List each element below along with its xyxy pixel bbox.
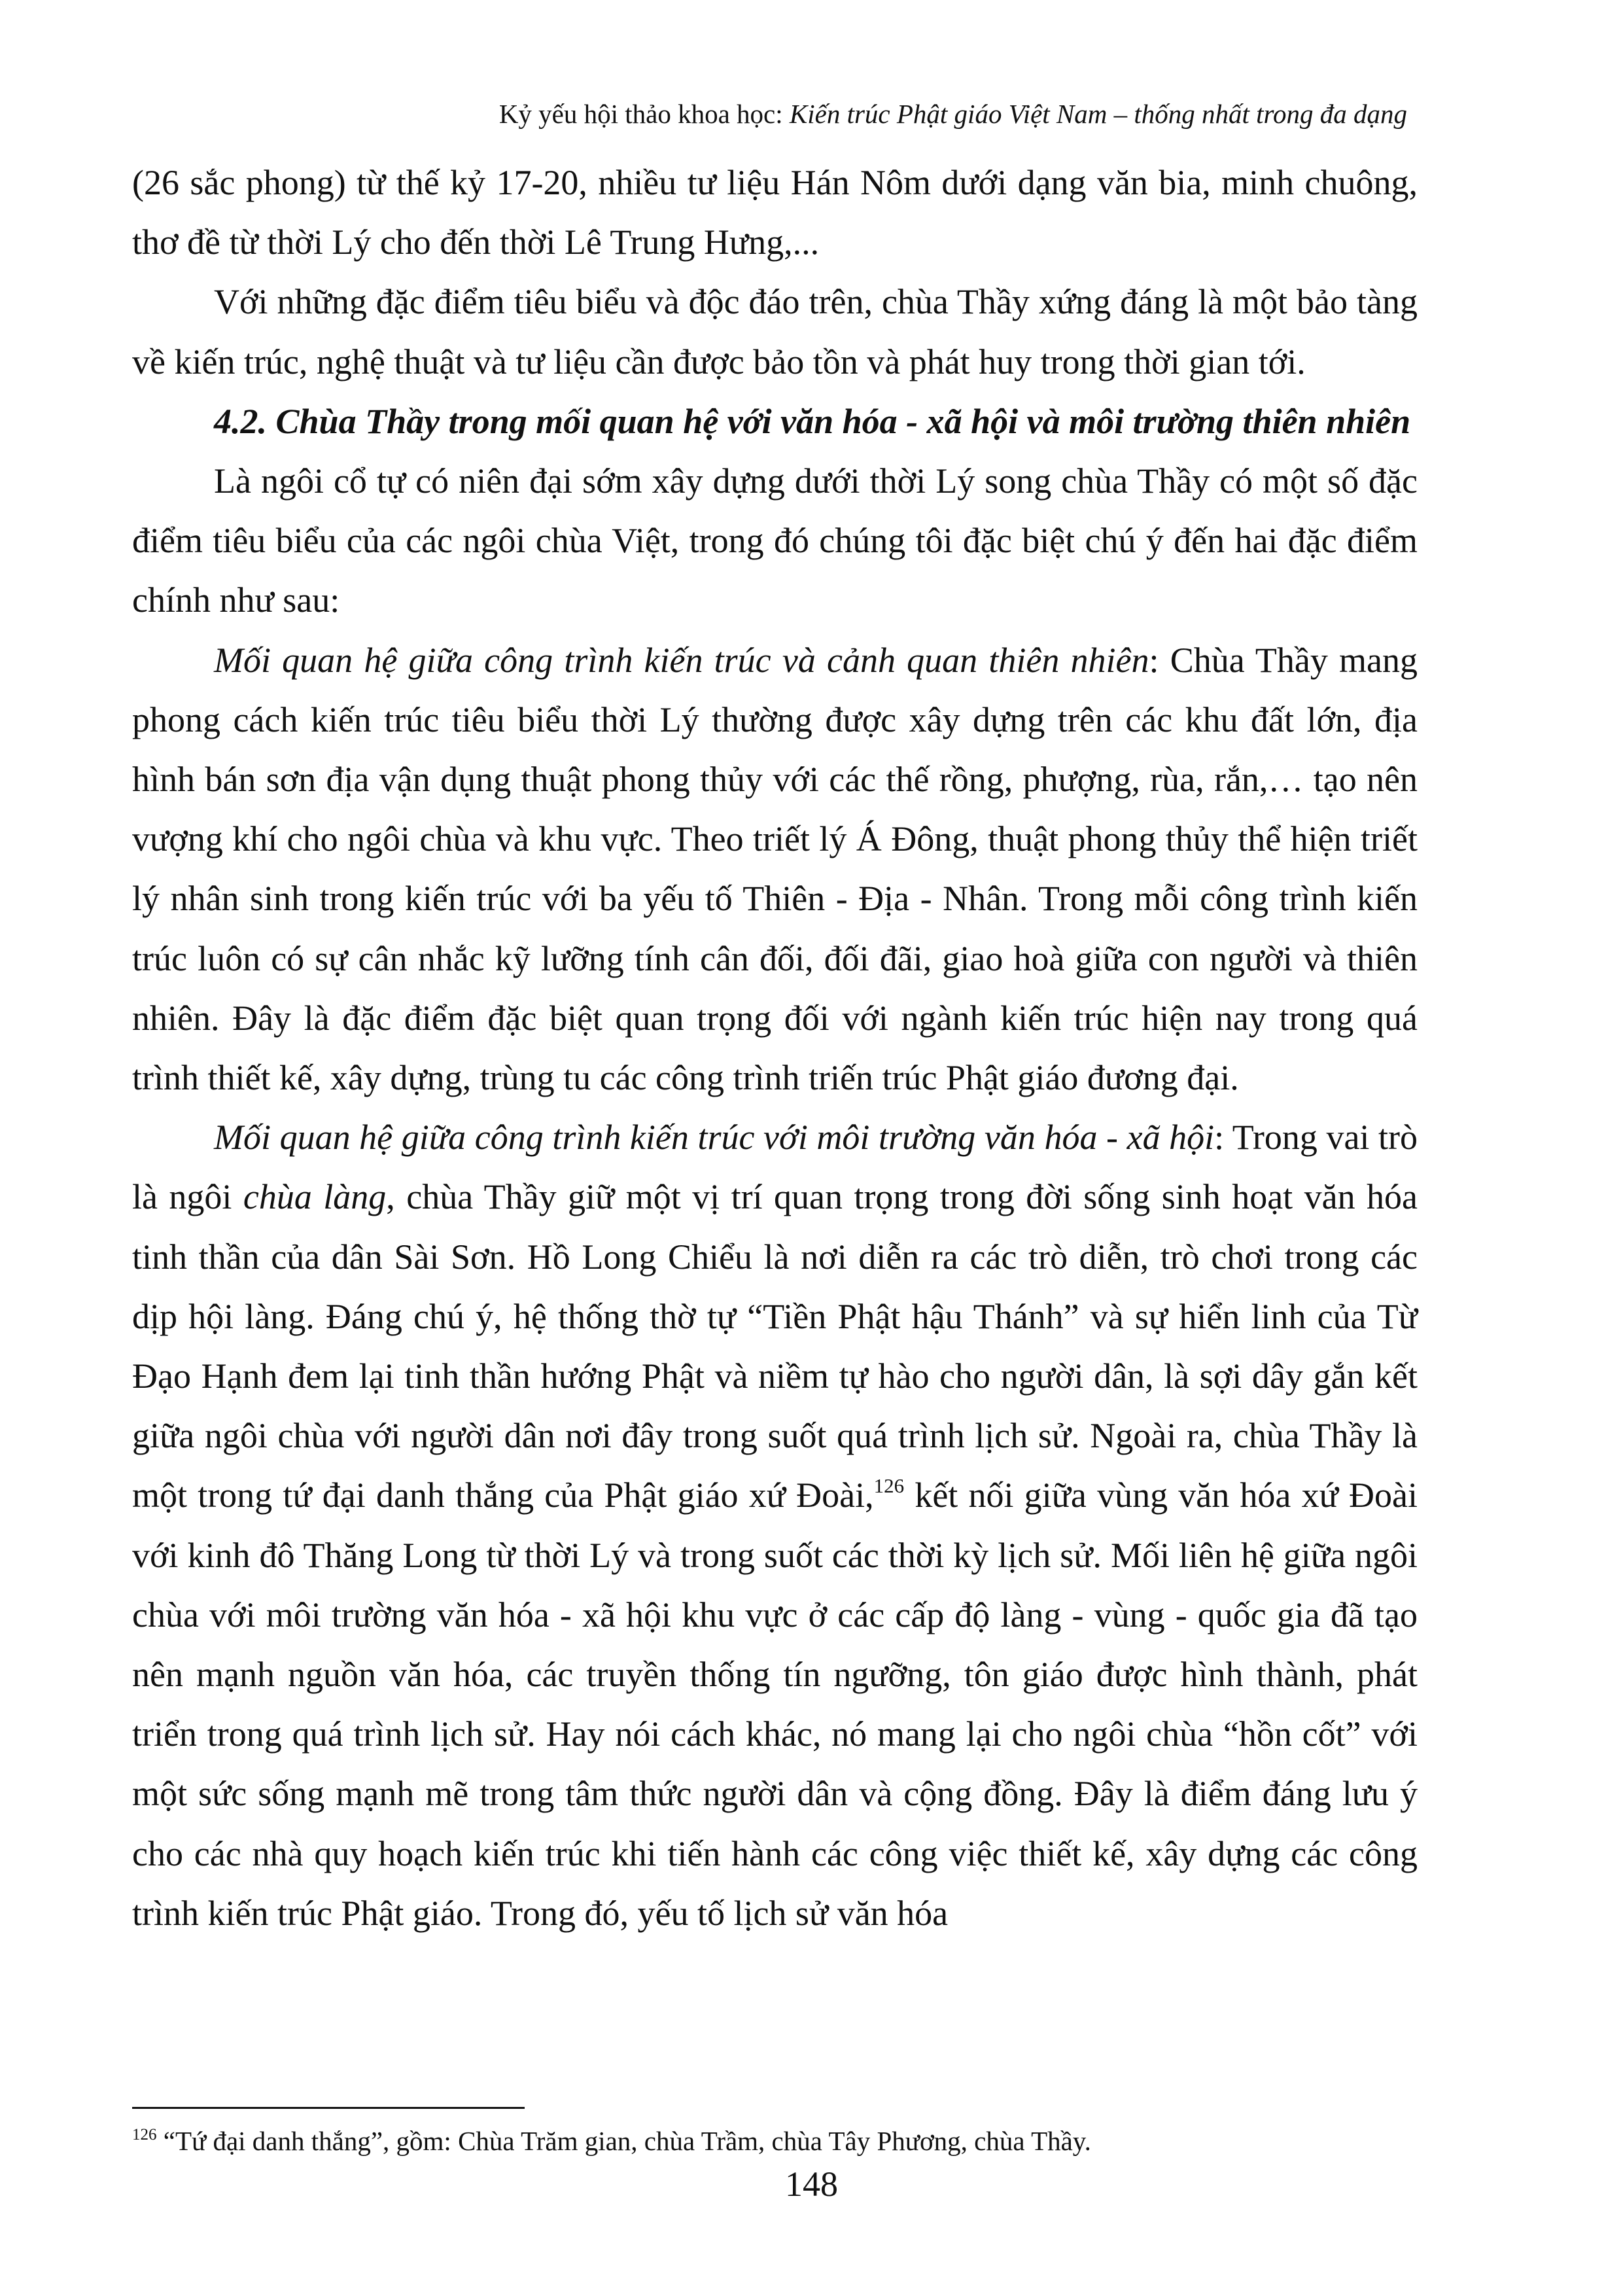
section-heading: 4.2. Chùa Thầy trong mối quan hệ với văn hóa - xã hội và môi trường thiên nhiên [214,401,1411,441]
paragraph-continuation: (26 sắc phong) từ thế kỷ 17-20, nhiều tư liệu Hán Nôm dưới dạng văn bia, minh chuông, thơ đề từ thời Lý cho đến thời Lê Trung Hưng,... [132,163,1418,262]
culture-relation-term: chùa làng [243,1177,387,1217]
culture-relation-text-b: , chùa Thầy giữ một vị trí quan trọng trong đời sống sinh hoạt văn hóa tinh thần của dân Sài Sơn. Hồ Long Chiểu là nơi diễn ra các trò diễn, trò chơi trong các dịp hội làng. Đáng chú ý, hệ thống thờ tự “Tiền Phật hậu Thánh” và sự hiển linh của Từ Đạo Hạnh đem lại tinh thần hướng Phật và niềm tự hào cho người dân, là sợi dây gắn kết giữa ngôi chùa với người dân nơi đây trong suốt quá trình lịch sử. Ngoài ra, chùa Thầy là một trong tứ đại danh thắng của Phật giáo xứ Đoài, [132,1177,1418,1515]
footnote-separator [132,2107,525,2109]
culture-relation-title: Mối quan hệ giữa công trình kiến trúc với môi trường văn hóa - xã hội [214,1118,1215,1157]
nature-relation-text: : Chùa Thầy mang phong cách kiến trúc tiêu biểu thời Lý thường được xây dựng trên các khu đất lớn, địa hình bán sơn địa vận dụng thuật phong thủy với các thế rồng, phượng, rùa, rắn,… tạo nên vượng khí cho ngôi chùa và khu vực. Theo triết lý Á Đông, thuật phong thủy thể hiện triết lý nhân sinh trong kiến trúc với ba yếu tố Thiên - Địa - Nhân. Trong mỗi công trình kiến trúc luôn có sự cân nhắc kỹ lưỡng tính cân đối, đối đãi, giao hoà giữa con người và thiên nhiên. Đây là đặc điểm đặc biệt quan trọng đối với ngành kiến trúc hiện nay trong quá trình thiết kế, xây dựng, trùng tu các công trình triến trúc Phật giáo đương đại. [132,640,1418,1098]
page-number: 148 [785,2164,838,2204]
paragraph-culture-relation [132,1108,1418,1943]
paragraph-intro: Là ngôi cổ tự có niên đại sớm xây dựng dưới thời Lý song chùa Thầy có một số đặc điểm tiêu biểu của các ngôi chùa Việt, trong đó chúng tôi đặc biệt chú ý đến hai đặc điểm chính như sau: [132,461,1418,620]
paragraph-nature-relation [132,631,1418,1108]
nature-relation-title: Mối quan hệ giữa công trình kiến trúc và cảnh quan thiên nhiên [214,640,1149,680]
header-title: Kiến trúc Phật giáo Việt Nam – thống nhất trong đa dạng [789,99,1407,129]
culture-relation-text-a: : Trong vai trò là ngôi [132,1118,1418,1217]
footnote-reference[interactable]: 126 [873,1474,905,1498]
body-text [132,153,1418,1943]
footnote [132,2124,1418,2158]
paragraph-conclusion: Với những đặc điểm tiêu biểu và độc đáo trên, chùa Thầy xứng đáng là một bảo tàng về kiến trúc, nghệ thuật và tư liệu cần được bảo tồn và phát huy trong thời gian tới. [132,282,1418,381]
header-prefix: Kỷ yếu hội thảo khoa học: [498,99,790,129]
footnote-text: “Tứ đại danh thắng”, gồm: Chùa Trăm gian, chùa Trầm, chùa Tây Phương, chùa Thầy. [156,2126,1091,2156]
running-header [499,97,1407,131]
footnote-number: 126 [132,2126,157,2144]
culture-relation-text-c: kết nối giữa vùng văn hóa xứ Đoài với kinh đô Thăng Long từ thời Lý và trong suốt các thời kỳ lịch sử. Mối liên hệ giữa ngôi chùa với môi trường văn hóa - xã hội khu vực ở các cấp độ làng - vùng - quốc gia đã tạo nên mạnh nguồn văn hóa, các truyền thống tín ngưỡng, tôn giáo được hình thành, phát triển trong quá trình lịch sử. Hay nói cách khác, nó mang lại cho ngôi chùa “hồn cốt” với một sức sống mạnh mẽ trong tâm thức người dân và cộng đồng. Đây là điểm đáng lưu ý cho các nhà quy hoạch kiến trúc khi tiến hành các công việc thiết kế, xây dựng các công trình kiến trúc Phật giáo. Trong đó, yếu tố lịch sử văn hóa [132,1475,1418,1933]
